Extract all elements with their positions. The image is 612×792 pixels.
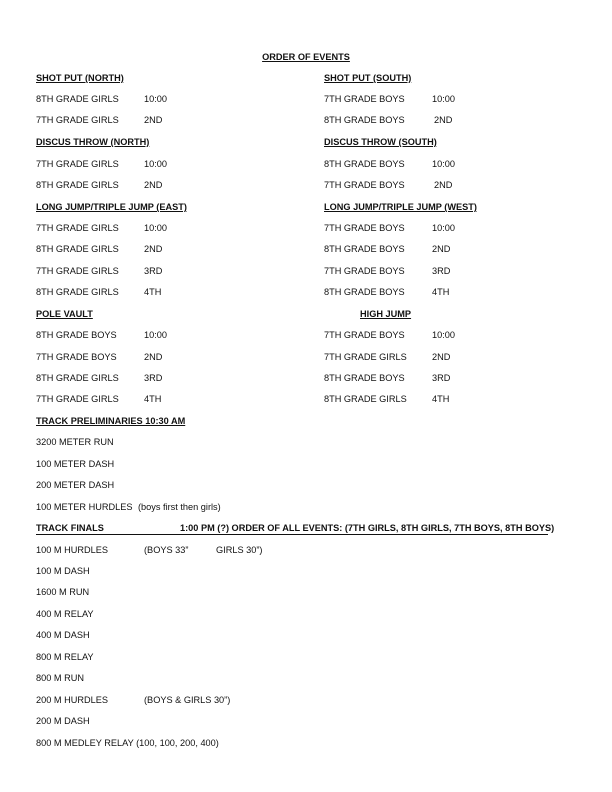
final-event: 200 M HURDLES — [36, 695, 108, 705]
entry-time: 3RD — [432, 373, 451, 383]
section-heading-discus-south: DISCUS THROW (SOUTH) — [324, 137, 437, 147]
entry-time: 10:00 — [144, 159, 167, 169]
entry-label: 7TH GRADE BOYS — [324, 330, 405, 340]
entry-time: 10:00 — [432, 94, 455, 104]
entry-time: 4TH — [144, 394, 162, 404]
final-event: 800 M RUN — [36, 673, 84, 683]
entry-label: 7TH GRADE BOYS — [36, 352, 117, 362]
final-event: 800 M MEDLEY RELAY (100, 100, 200, 400) — [36, 738, 219, 748]
prelim-note: (boys first then girls) — [138, 502, 221, 512]
entry-time: 2ND — [432, 352, 451, 362]
entry-time: 10:00 — [144, 94, 167, 104]
entry-time: 10:00 — [432, 223, 455, 233]
entry-time: 2ND — [432, 244, 451, 254]
prelim-event: 100 METER DASH — [36, 459, 115, 469]
final-event: 1600 M RUN — [36, 587, 90, 597]
prelim-event: 3200 METER RUN — [36, 437, 114, 447]
entry-time: 10:00 — [144, 330, 167, 340]
final-event: 200 M DASH — [36, 716, 90, 726]
final-event: 800 M RELAY — [36, 652, 94, 662]
entry-time: 2ND — [434, 180, 453, 190]
entry-time: 3RD — [432, 266, 451, 276]
entry-time: 2ND — [144, 115, 163, 125]
final-note: (BOYS & GIRLS 30”) — [144, 695, 231, 705]
entry-time: 3RD — [144, 373, 163, 383]
entry-label: 8TH GRADE GIRLS — [324, 394, 407, 404]
prelim-event: 100 METER HURDLES — [36, 502, 133, 512]
entry-time: 10:00 — [144, 223, 167, 233]
entry-label: 7TH GRADE GIRLS — [36, 115, 119, 125]
prelim-event: 200 METER DASH — [36, 480, 115, 490]
section-heading-discus-north: DISCUS THROW (NORTH) — [36, 137, 150, 147]
entry-time: 3RD — [144, 266, 163, 276]
entry-label: 7TH GRADE GIRLS — [36, 266, 119, 276]
final-event: 100 M HURDLES — [36, 545, 108, 555]
entry-label: 7TH GRADE GIRLS — [324, 352, 407, 362]
entry-time: 2ND — [144, 244, 163, 254]
entry-label: 7TH GRADE BOYS — [324, 94, 405, 104]
entry-label: 8TH GRADE GIRLS — [36, 287, 119, 297]
entry-time: 2ND — [144, 180, 163, 190]
final-event: 400 M DASH — [36, 630, 90, 640]
page-title: ORDER OF EVENTS — [262, 52, 350, 62]
section-heading-long-jump-east: LONG JUMP/TRIPLE JUMP (EAST) — [36, 202, 187, 212]
entry-label: 7TH GRADE GIRLS — [36, 223, 119, 233]
track-finals-order-note: 1:00 PM (?) ORDER OF ALL EVENTS: (7TH GIRLS, 8TH GIRLS, 7TH BOYS, 8TH BOYS) — [180, 523, 555, 533]
entry-label: 8TH GRADE BOYS — [324, 159, 405, 169]
entry-label: 7TH GRADE BOYS — [324, 266, 405, 276]
entry-label: 8TH GRADE GIRLS — [36, 180, 119, 190]
section-heading-track-prelims: TRACK PRELIMINARIES 10:30 AM — [36, 416, 186, 426]
entry-label: 8TH GRADE GIRLS — [36, 244, 119, 254]
entry-label: 8TH GRADE GIRLS — [36, 94, 119, 104]
entry-time: 2ND — [144, 352, 163, 362]
section-heading-pole-vault: POLE VAULT — [36, 309, 93, 319]
entry-time: 10:00 — [432, 330, 455, 340]
section-heading-high-jump: HIGH JUMP — [360, 309, 412, 319]
entry-label: 8TH GRADE BOYS — [324, 115, 405, 125]
entry-label: 8TH GRADE BOYS — [324, 244, 405, 254]
entry-label: 7TH GRADE BOYS — [324, 223, 405, 233]
entry-label: 8TH GRADE BOYS — [324, 287, 405, 297]
section-heading-shot-put-north: SHOT PUT (NORTH) — [36, 73, 124, 83]
entry-label: 7TH GRADE BOYS — [324, 180, 405, 190]
entry-time: 2ND — [434, 115, 453, 125]
section-heading-long-jump-west: LONG JUMP/TRIPLE JUMP (WEST) — [324, 202, 477, 212]
entry-time: 10:00 — [432, 159, 455, 169]
entry-label: 7TH GRADE GIRLS — [36, 394, 119, 404]
final-note: GIRLS 30”) — [216, 545, 263, 555]
final-event: 100 M DASH — [36, 566, 90, 576]
section-heading-track-finals: TRACK FINALS — [36, 523, 104, 533]
section-heading-shot-put-south: SHOT PUT (SOUTH) — [324, 73, 412, 83]
entry-label: 8TH GRADE BOYS — [36, 330, 117, 340]
entry-label: 7TH GRADE GIRLS — [36, 159, 119, 169]
entry-label: 8TH GRADE BOYS — [324, 373, 405, 383]
entry-label: 8TH GRADE GIRLS — [36, 373, 119, 383]
final-event: 400 M RELAY — [36, 609, 94, 619]
entry-time: 4TH — [432, 287, 450, 297]
entry-time: 4TH — [144, 287, 162, 297]
entry-time: 4TH — [432, 394, 450, 404]
final-note: (BOYS 33” — [144, 545, 189, 555]
